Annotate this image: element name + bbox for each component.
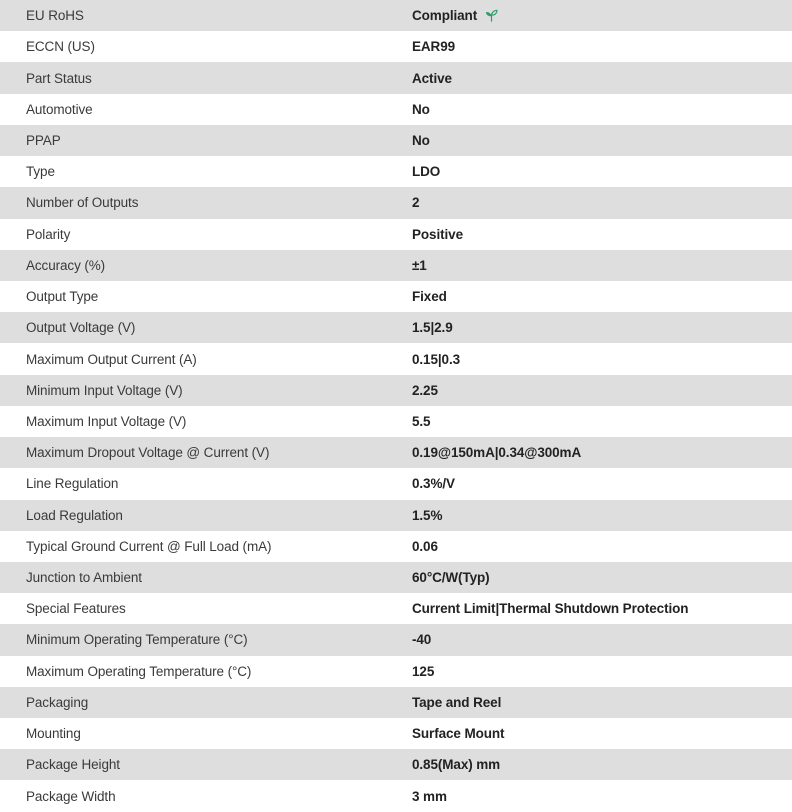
table-row xyxy=(0,125,792,156)
spec-value: 5.5 xyxy=(412,413,431,429)
spec-value: 3 mm xyxy=(412,788,447,804)
spec-value-cell xyxy=(412,476,792,491)
spec-value-cell xyxy=(412,601,792,616)
spec-value: 0.15|0.3 xyxy=(412,351,461,367)
spec-value-cell xyxy=(412,71,792,86)
spec-label: Load Regulation xyxy=(26,507,123,523)
spec-value-cell xyxy=(412,383,792,398)
spec-value-cell xyxy=(412,539,792,554)
spec-value-cell xyxy=(412,757,792,772)
spec-label: Maximum Input Voltage (V) xyxy=(26,413,187,429)
spec-label: Package Width xyxy=(26,788,116,804)
table-row xyxy=(0,375,792,406)
spec-value: 0.3%/V xyxy=(412,476,455,492)
table-row xyxy=(0,718,792,749)
spec-value-cell xyxy=(412,570,792,585)
table-row xyxy=(0,94,792,125)
table-row xyxy=(0,0,792,31)
spec-label: Output Voltage (V) xyxy=(26,320,136,336)
spec-label: Automotive xyxy=(26,101,93,117)
spec-value: Fixed xyxy=(412,289,447,305)
spec-label: Output Type xyxy=(26,289,99,305)
spec-value: EAR99 xyxy=(412,39,456,55)
spec-value-cell xyxy=(412,258,792,273)
table-row xyxy=(0,219,792,250)
rohs-leaf-icon[interactable] xyxy=(484,8,499,23)
spec-value: 125 xyxy=(412,663,435,679)
spec-label: Polarity xyxy=(26,226,71,242)
spec-value-cell xyxy=(412,102,792,117)
spec-value-cell xyxy=(412,352,792,367)
table-row xyxy=(0,62,792,93)
spec-label: Part Status xyxy=(26,70,92,86)
spec-value-cell xyxy=(412,164,792,179)
table-row xyxy=(0,562,792,593)
spec-value: 2.25 xyxy=(412,382,438,398)
table-row xyxy=(0,624,792,655)
table-row xyxy=(0,343,792,374)
spec-value-cell xyxy=(412,789,792,804)
spec-value: 60°C/W(Typ) xyxy=(412,570,490,586)
spec-value: Tape and Reel xyxy=(412,694,502,710)
table-row xyxy=(0,156,792,187)
spec-value: Positive xyxy=(412,226,463,242)
spec-value-cell xyxy=(412,289,792,304)
spec-value-cell xyxy=(412,414,792,429)
spec-label: Maximum Dropout Voltage @ Current (V) xyxy=(26,445,270,461)
table-row xyxy=(0,281,792,312)
spec-value-cell xyxy=(412,133,792,148)
spec-label: Packaging xyxy=(26,694,89,710)
spec-value-cell xyxy=(412,508,792,523)
spec-value: 1.5|2.9 xyxy=(412,320,453,336)
spec-label: EU RoHS xyxy=(26,8,84,24)
spec-label: Type xyxy=(26,164,55,180)
spec-label: Special Features xyxy=(26,601,126,617)
table-row xyxy=(0,468,792,499)
table-row xyxy=(0,187,792,218)
spec-value-cell xyxy=(412,664,792,679)
table-row xyxy=(0,531,792,562)
spec-value: No xyxy=(412,101,430,117)
spec-value-cell xyxy=(412,445,792,460)
table-row xyxy=(0,687,792,718)
spec-value-cell xyxy=(412,632,792,647)
table-row xyxy=(0,406,792,437)
spec-value-cell xyxy=(412,195,792,210)
table-row xyxy=(0,31,792,62)
spec-value: -40 xyxy=(412,632,432,648)
spec-value-cell xyxy=(412,227,792,242)
table-row xyxy=(0,780,792,811)
spec-label: Line Regulation xyxy=(26,476,119,492)
table-row xyxy=(0,749,792,780)
spec-value-cell xyxy=(412,695,792,710)
spec-value: LDO xyxy=(412,164,441,180)
table-row xyxy=(0,312,792,343)
table-row xyxy=(0,593,792,624)
spec-label: Number of Outputs xyxy=(26,195,139,211)
spec-value: 0.06 xyxy=(412,538,438,554)
spec-value: Compliant xyxy=(412,8,478,24)
spec-label: Mounting xyxy=(26,726,81,742)
spec-value: Surface Mount xyxy=(412,726,505,742)
spec-value: ±1 xyxy=(412,257,427,273)
spec-label: Package Height xyxy=(26,757,120,773)
table-row xyxy=(0,437,792,468)
spec-value: 0.85(Max) mm xyxy=(412,757,501,773)
spec-value: Current Limit|Thermal Shutdown Protection xyxy=(412,601,689,617)
spec-label: Maximum Operating Temperature (°C) xyxy=(26,663,252,679)
spec-value: No xyxy=(412,132,430,148)
spec-label: PPAP xyxy=(26,132,61,148)
spec-value-cell xyxy=(412,8,792,23)
table-row xyxy=(0,250,792,281)
table-row xyxy=(0,500,792,531)
spec-label: Accuracy (%) xyxy=(26,257,106,273)
spec-value-cell xyxy=(412,726,792,741)
spec-value-cell xyxy=(412,39,792,54)
spec-label: Junction to Ambient xyxy=(26,570,142,586)
spec-value-cell xyxy=(412,320,792,335)
spec-label: Minimum Input Voltage (V) xyxy=(26,382,183,398)
spec-value: 1.5% xyxy=(412,507,443,523)
spec-label: Typical Ground Current @ Full Load (mA) xyxy=(26,538,272,554)
spec-value: 2 xyxy=(412,195,420,211)
spec-label: ECCN (US) xyxy=(26,39,95,55)
table-row xyxy=(0,656,792,687)
spec-value: Active xyxy=(412,70,452,86)
spec-label: Maximum Output Current (A) xyxy=(26,351,197,367)
spec-value: 0.19@150mA|0.34@300mA xyxy=(412,445,582,461)
spec-label: Minimum Operating Temperature (°C) xyxy=(26,632,248,648)
